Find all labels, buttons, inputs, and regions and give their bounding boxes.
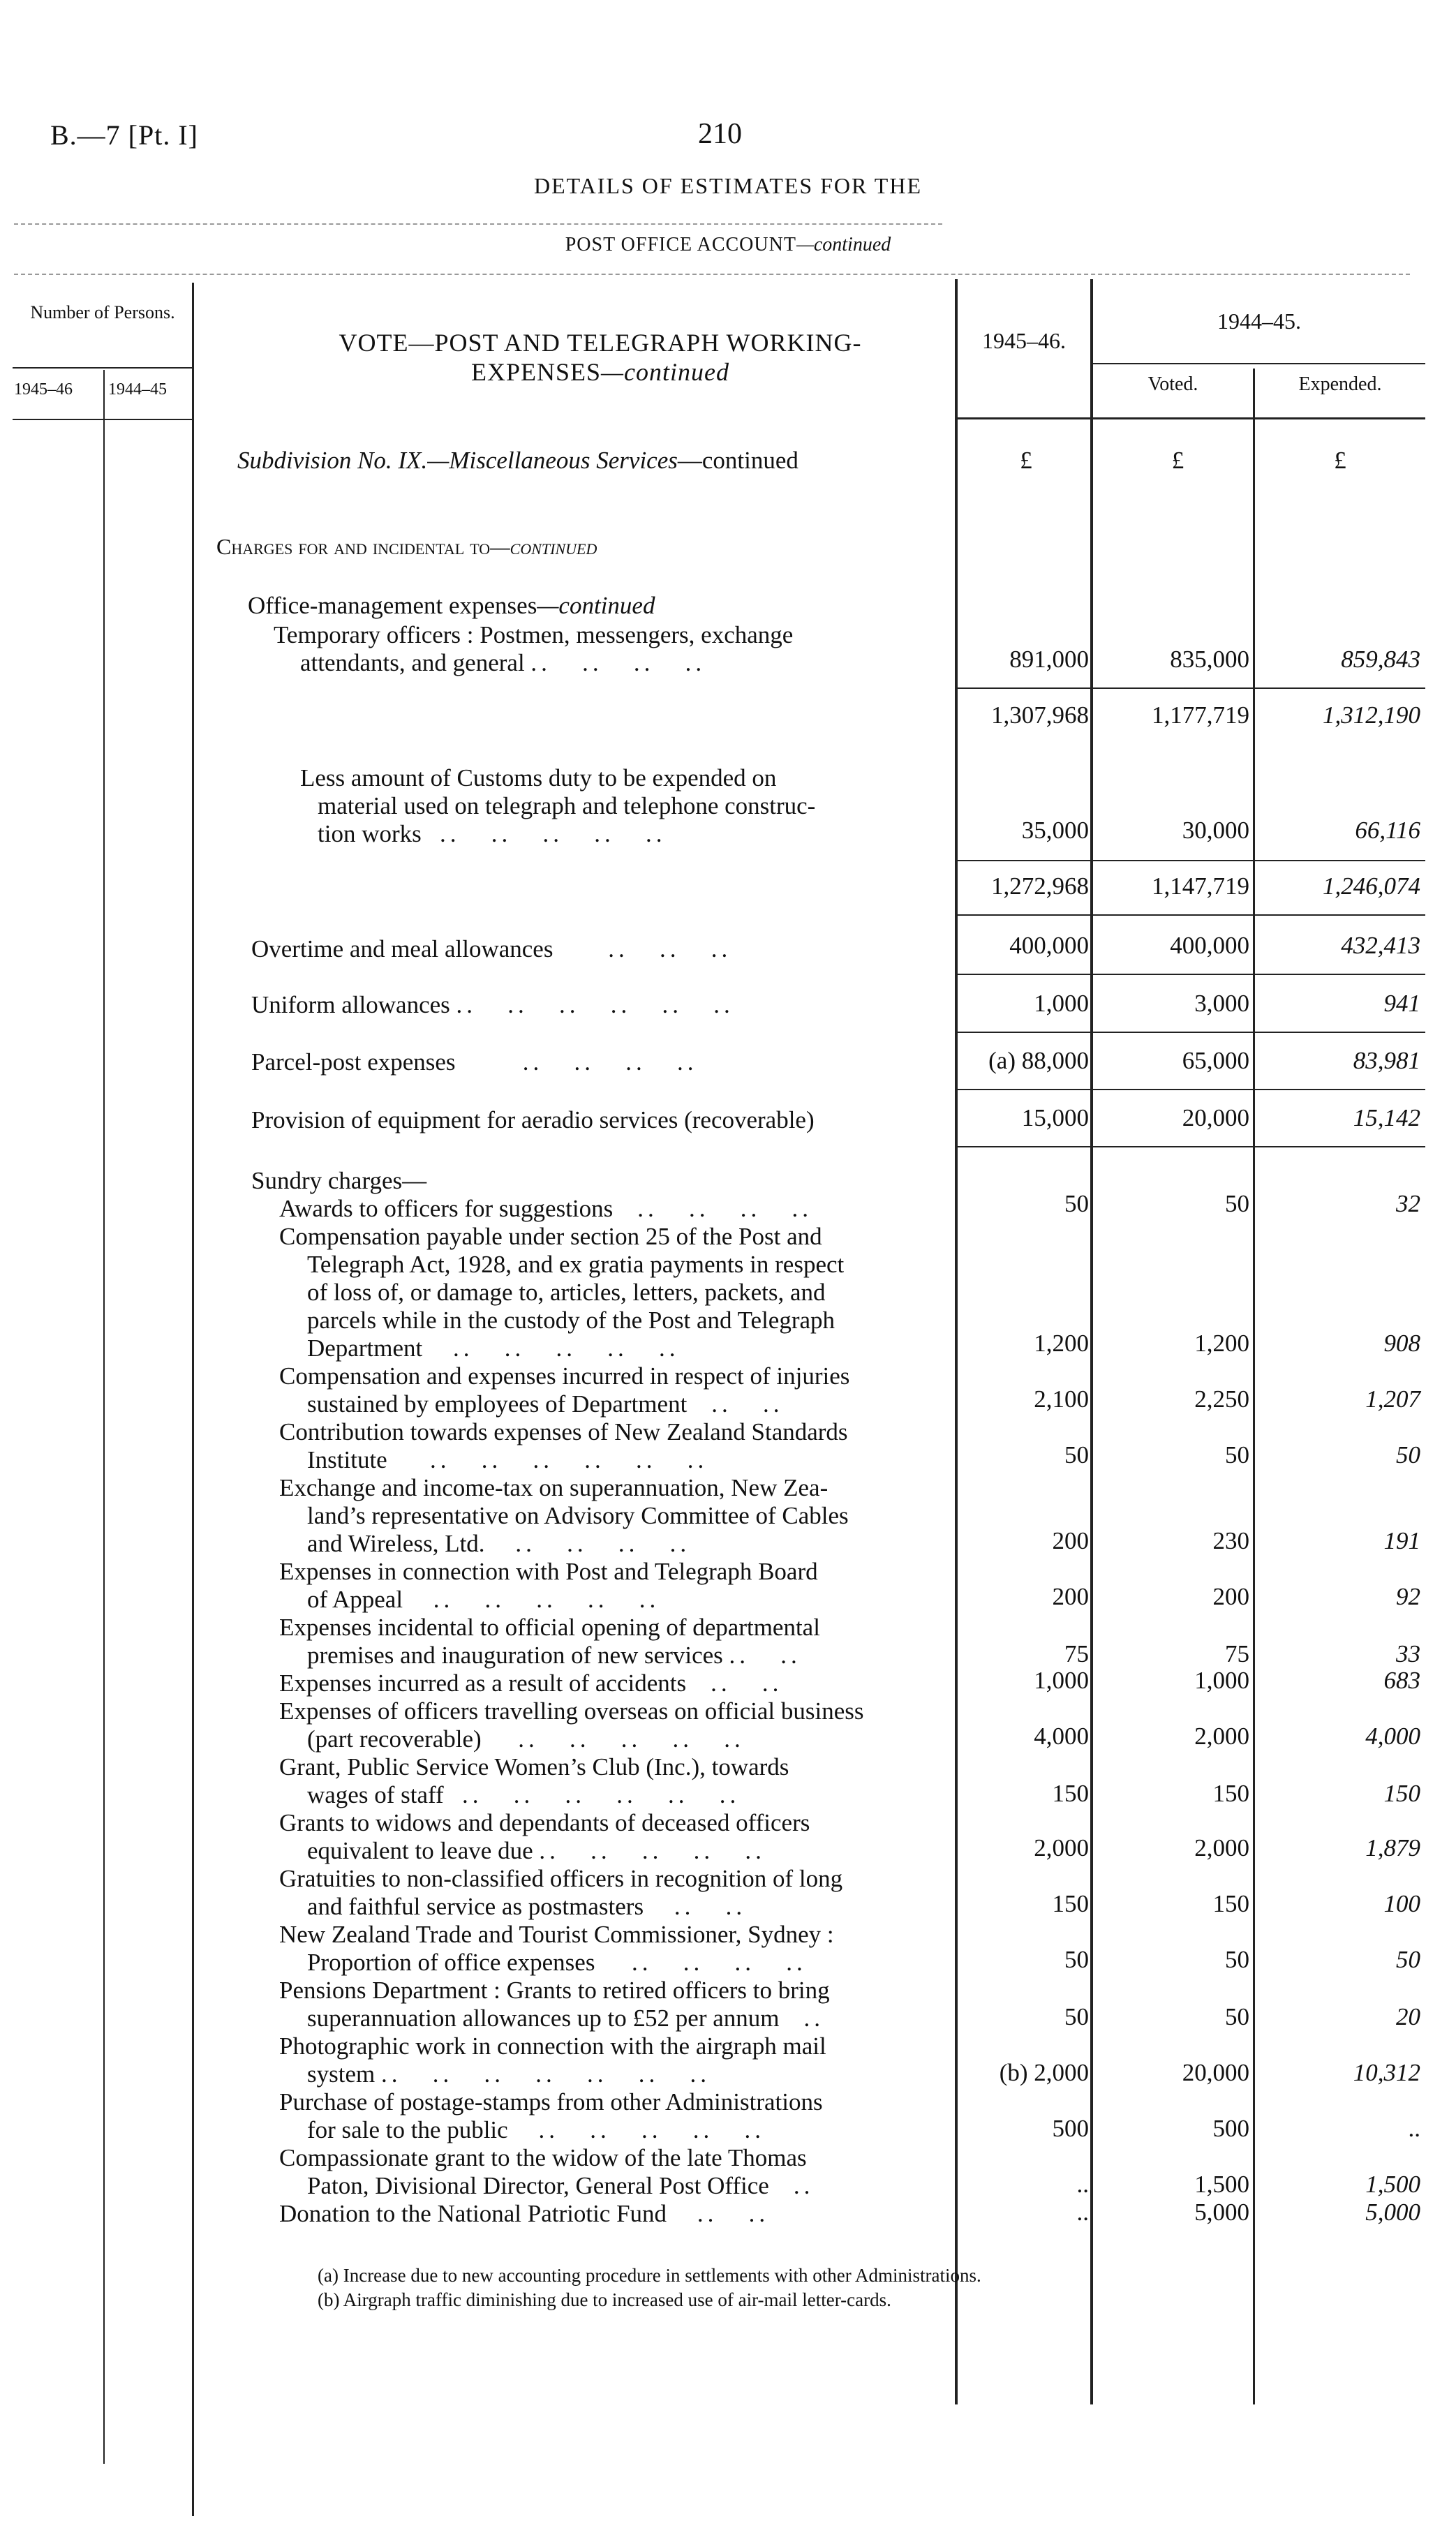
photo-expended: 10,312 — [1353, 2059, 1420, 2086]
col2-rule — [1090, 279, 1093, 2404]
uniform-rule — [955, 1032, 1425, 1033]
comp2-expended: 1,207 — [1365, 1385, 1420, 1413]
photo-label-2: system .. .. .. .. .. .. .. — [307, 2060, 711, 2088]
pensions-voted: 50 — [1225, 2003, 1249, 2030]
contrib-expended: 50 — [1396, 1441, 1420, 1469]
less-label-3: tion works .. .. .. .. .. — [318, 820, 667, 847]
persons-label: Number of Persons. — [30, 302, 175, 322]
col1-rule — [955, 279, 958, 2404]
board-label-2: of Appeal .. .. .. .. .. — [307, 1586, 660, 1613]
uniform-voted: 3,000 — [1194, 990, 1249, 1017]
persons-foot-rule — [13, 419, 193, 420]
photo-voted: 20,000 — [1182, 2059, 1249, 2086]
donation-voted: 5,000 — [1194, 2199, 1249, 2226]
compassionate-label-2: Paton, Divisional Director, General Post Office .. — [307, 2172, 815, 2199]
opening-voted: 75 — [1225, 1640, 1249, 1667]
group-head-rule — [1090, 363, 1425, 364]
donation-label: Donation to the National Patriotic Fund .. .. — [279, 2200, 770, 2227]
subtotal2-rule — [955, 860, 1425, 861]
persons-split-rule — [103, 370, 105, 2464]
accidents-1945: 1,000 — [1034, 1667, 1089, 1694]
overtime-voted: 400,000 — [1170, 932, 1249, 959]
comp2-label-2: sustained by employees of Department .. .. — [307, 1390, 784, 1418]
grant-expended: 150 — [1383, 1780, 1420, 1807]
col-expended: Expended. — [1298, 373, 1382, 395]
grant-voted: 150 — [1212, 1780, 1249, 1807]
donation-expended: 5,000 — [1365, 2199, 1420, 2226]
widows-expended: 1,879 — [1365, 1834, 1420, 1861]
compassionate-1945: .. — [1076, 2171, 1089, 2198]
gratuities-label-2: and faithful service as postmasters .. .. — [307, 1893, 747, 1920]
exchange-expended: 191 — [1383, 1527, 1420, 1554]
contrib-voted: 50 — [1225, 1441, 1249, 1469]
uniform-label: Uniform allowances .. .. .. .. .. .. — [251, 991, 734, 1018]
stamps-label-2: for sale to the public .. .. .. .. .. — [307, 2116, 765, 2143]
temp-label-2: attendants, and general .. .. .. .. — [300, 649, 706, 676]
col-1944-45: 1944–45. — [1217, 308, 1301, 334]
subtotal1-1945: 1,307,968 — [991, 701, 1089, 729]
temp-expended: 859,843 — [1341, 646, 1420, 673]
awards-1945: 50 — [1064, 1190, 1089, 1217]
persons-head-rule — [13, 367, 193, 369]
persons-year-1944: 1944–45 — [108, 380, 167, 399]
photo-1945: (b) 2,000 — [999, 2059, 1089, 2086]
head-foot-rule — [955, 417, 1425, 419]
nztrade-label-2: Proportion of office expenses .. .. .. .. — [307, 1949, 807, 1976]
nztrade-voted: 50 — [1225, 1946, 1249, 1973]
page-title: DETAILS OF ESTIMATES FOR THE — [534, 173, 922, 198]
currency-1: £ — [1020, 447, 1032, 474]
stamps-1945: 500 — [1052, 2115, 1089, 2142]
aeradio-expended: 15,142 — [1353, 1104, 1420, 1131]
parcel-label: Parcel-post expenses .. .. .. .. — [251, 1048, 698, 1076]
aeradio-rule — [955, 1146, 1425, 1147]
contrib-label-1: Contribution towards expenses of New Zealand Standards — [279, 1418, 848, 1445]
uniform-1945: 1,000 — [1034, 990, 1089, 1017]
gratuities-voted: 150 — [1212, 1890, 1249, 1917]
nztrade-label-1: New Zealand Trade and Tourist Commissioner, Sydney : — [279, 1921, 834, 1948]
vote-heading: VOTE—POST AND TELEGRAPH WORKING- EXPENSES—continued — [339, 329, 862, 386]
widows-label-1: Grants to widows and dependants of deceased officers — [279, 1809, 810, 1836]
footnote-b: (b) Airgraph traffic diminishing due to increased use of air-mail letter-cards. — [318, 2289, 891, 2310]
subtotal2-voted: 1,147,719 — [1152, 872, 1249, 900]
overtime-1945: 400,000 — [1009, 932, 1089, 959]
gratuities-1945: 150 — [1052, 1890, 1089, 1917]
accidents-expended: 683 — [1383, 1667, 1420, 1694]
opening-label-2: premises and inauguration of new services .. .. — [307, 1642, 801, 1669]
less-1945: 35,000 — [1021, 817, 1089, 844]
subtotal1-voted: 1,177,719 — [1152, 701, 1249, 729]
opening-expended: 33 — [1396, 1640, 1420, 1667]
grant-label-2: wages of staff .. .. .. .. .. .. — [307, 1781, 741, 1808]
overseas-label-1: Expenses of officers travelling overseas on official business — [279, 1697, 864, 1725]
nztrade-expended: 50 — [1396, 1946, 1420, 1973]
widows-voted: 2,000 — [1194, 1834, 1249, 1861]
overseas-1945: 4,000 — [1034, 1723, 1089, 1750]
col-1945-46: 1945–46. — [982, 328, 1066, 353]
comp1-1945: 1,200 — [1034, 1330, 1089, 1357]
gratuities-label-1: Gratuities to non-classified officers in recognition of long — [279, 1865, 843, 1892]
board-label-1: Expenses in connection with Post and Telegraph Board — [279, 1558, 818, 1585]
parcel-1945: (a) 88,000 — [988, 1047, 1089, 1074]
less-expended: 66,116 — [1355, 817, 1420, 844]
temp-label-1: Temporary officers : Postmen, messengers, exchange — [274, 621, 794, 648]
account-title: POST OFFICE ACCOUNT—continued — [565, 234, 891, 255]
opening-label-1: Expenses incidental to official opening of departmental — [279, 1614, 820, 1641]
donation-1945: .. — [1076, 2199, 1089, 2226]
exchange-label-2: land’s representative on Advisory Committee of Cables — [307, 1502, 849, 1529]
less-label-1: Less amount of Customs duty to be expended on — [300, 764, 777, 791]
grant-label-1: Grant, Public Service Women’s Club (Inc.), towards — [279, 1753, 789, 1780]
opening-1945: 75 — [1064, 1640, 1089, 1667]
account-divider — [14, 274, 1410, 275]
aeradio-voted: 20,000 — [1182, 1104, 1249, 1131]
board-1945: 200 — [1052, 1583, 1089, 1610]
comp1-label-5: Department .. .. .. .. .. — [307, 1334, 680, 1362]
persons-column-rule — [192, 283, 194, 2516]
aeradio-1945: 15,000 — [1021, 1104, 1089, 1131]
overtime-label: Overtime and meal allowances .. .. .. — [251, 935, 732, 962]
pensions-expended: 20 — [1396, 2003, 1420, 2030]
currency-3: £ — [1334, 447, 1346, 474]
subtotal1-expended: 1,312,190 — [1323, 701, 1420, 729]
stamps-expended: .. — [1408, 2115, 1420, 2142]
office-heading: Office-management expenses—continued — [248, 592, 655, 619]
exchange-1945: 200 — [1052, 1527, 1089, 1554]
parcel-rule — [955, 1089, 1425, 1090]
board-expended: 92 — [1396, 1583, 1420, 1610]
uniform-expended: 941 — [1383, 990, 1420, 1017]
comp1-label-4: parcels while in the custody of the Post and Telegraph — [307, 1307, 835, 1334]
parcel-voted: 65,000 — [1182, 1047, 1249, 1074]
compassionate-expended: 1,500 — [1365, 2171, 1420, 2198]
overseas-voted: 2,000 — [1194, 1723, 1249, 1750]
persons-year-1945: 1945–46 — [14, 380, 73, 399]
comp1-label-1: Compensation payable under section 25 of the Post and — [279, 1223, 822, 1250]
header-divider — [14, 223, 942, 225]
footnote-a: (a) Increase due to new accounting procedure in settlements with other Administrations. — [318, 2265, 981, 2286]
contrib-1945: 50 — [1064, 1441, 1089, 1469]
currency-2: £ — [1171, 447, 1184, 474]
exchange-label-3: and Wireless, Ltd. .. .. .. .. — [307, 1530, 691, 1557]
subtotal2-1945: 1,272,968 — [991, 872, 1089, 900]
awards-label: Awards to officers for suggestions .. .. .. .. — [279, 1195, 813, 1222]
subtotal2-bottom-rule — [955, 914, 1425, 916]
exchange-voted: 230 — [1212, 1527, 1249, 1554]
subtotal2-expended: 1,246,074 — [1323, 872, 1420, 900]
compassionate-label-1: Compassionate grant to the widow of the late Thomas — [279, 2144, 807, 2171]
charges-heading: Charges for and incidental to—continued — [216, 534, 597, 559]
comp2-label-1: Compensation and expenses incurred in respect of injuries — [279, 1362, 850, 1390]
overtime-expended: 432,413 — [1341, 932, 1420, 959]
comp1-voted: 1,200 — [1194, 1330, 1249, 1357]
comp2-voted: 2,250 — [1194, 1385, 1249, 1413]
gratuities-expended: 100 — [1383, 1890, 1420, 1917]
nztrade-1945: 50 — [1064, 1946, 1089, 1973]
overseas-expended: 4,000 — [1365, 1723, 1420, 1750]
subdivision-heading: Subdivision No. IX.—Miscellaneous Services—continued — [237, 447, 798, 474]
pensions-label-2: superannuation allowances up to £52 per annum .. — [307, 2005, 824, 2032]
grant-1945: 150 — [1052, 1780, 1089, 1807]
stamps-voted: 500 — [1212, 2115, 1249, 2142]
widows-label-2: equivalent to leave due .. .. .. .. .. — [307, 1837, 766, 1864]
less-voted: 30,000 — [1182, 817, 1249, 844]
compassionate-voted: 1,500 — [1194, 2171, 1249, 2198]
exchange-label-1: Exchange and income-tax on superannuation, New Zea- — [279, 1474, 829, 1501]
pensions-label-1: Pensions Department : Grants to retired officers to bring — [279, 1977, 830, 2004]
col3-rule — [1253, 369, 1255, 2404]
comp1-label-3: of loss of, or damage to, articles, letters, packets, and — [307, 1279, 826, 1306]
awards-voted: 50 — [1225, 1190, 1249, 1217]
subtotal1-rule — [955, 687, 1425, 689]
sundry-heading: Sundry charges— — [251, 1167, 427, 1194]
overtime-rule — [955, 974, 1425, 975]
aeradio-label: Provision of equipment for aeradio services (recoverable) — [251, 1106, 815, 1133]
comp1-expended: 908 — [1383, 1330, 1420, 1357]
document-reference: B.—7 [Pt. I] — [50, 119, 198, 151]
awards-expended: 32 — [1396, 1190, 1420, 1217]
board-voted: 200 — [1212, 1583, 1249, 1610]
pensions-1945: 50 — [1064, 2003, 1089, 2030]
temp-voted: 835,000 — [1170, 646, 1249, 673]
overseas-label-2: (part recoverable) .. .. .. .. .. — [307, 1725, 745, 1753]
temp-1945: 891,000 — [1009, 646, 1089, 673]
parcel-expended: 83,981 — [1353, 1047, 1420, 1074]
widows-1945: 2,000 — [1034, 1834, 1089, 1861]
page-number: 210 — [698, 118, 742, 150]
contrib-label-2: Institute .. .. .. .. .. .. — [307, 1446, 708, 1473]
comp1-label-2: Telegraph Act, 1928, and ex gratia payments in respect — [307, 1251, 845, 1278]
photo-label-1: Photographic work in connection with the airgraph mail — [279, 2032, 826, 2060]
comp2-1945: 2,100 — [1034, 1385, 1089, 1413]
accidents-label: Expenses incurred as a result of accidents .. .. — [279, 1670, 783, 1697]
accidents-voted: 1,000 — [1194, 1667, 1249, 1694]
stamps-label-1: Purchase of postage-stamps from other Administrations — [279, 2088, 823, 2116]
col-voted: Voted. — [1147, 373, 1198, 395]
less-label-2: material used on telegraph and telephone construc- — [318, 792, 816, 819]
